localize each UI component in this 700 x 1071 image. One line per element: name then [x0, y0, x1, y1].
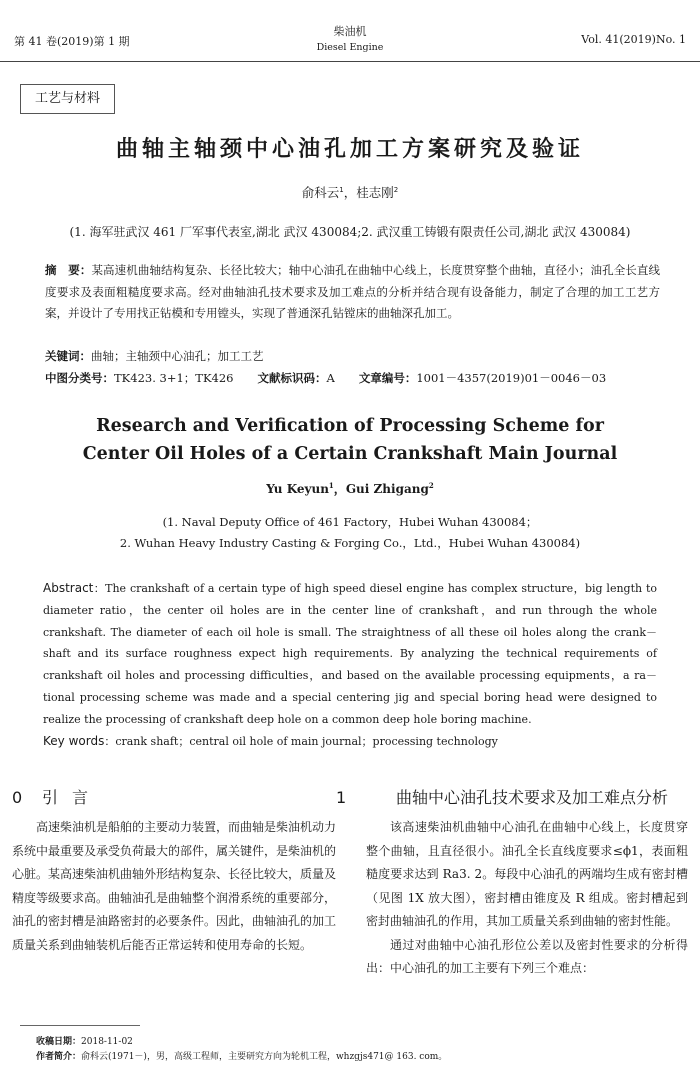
- section-0-number: 0: [12, 788, 23, 807]
- author-bio-text: 俞科云(1971－)，男，高级工程师，主要研究方向为轮机工程，whzgjs471@ 163. com。: [81, 1052, 448, 1062]
- body-column-right: [336, 786, 688, 981]
- keywords-cn: [45, 348, 264, 364]
- abstract-en-label: Abstract: [43, 581, 94, 595]
- received-label: 收稿日期：: [36, 1037, 82, 1047]
- header-divider: [0, 61, 700, 62]
- journal-volume-cn: 第 41 卷(2019)第 1 期: [14, 35, 130, 48]
- footnote-received: [36, 1034, 133, 1047]
- section-1-heading: [336, 786, 688, 810]
- affiliation-cn: (1. 海军驻武汉 461 厂军事代表室,湖北 武汉 430084;2. 武汉重工铸锻有限责任公司,湖北 武汉 430084): [69, 225, 631, 239]
- doc-code-label: 文献标识码：: [257, 371, 327, 385]
- section-0-title: 引言: [42, 788, 103, 807]
- keywords-en-label: Key words: [43, 734, 105, 748]
- author-1-mark-en: 1: [328, 481, 334, 490]
- doc-code-value: A: [326, 371, 335, 385]
- article-number-value: 1001－4357(2019)01－0046－03: [416, 371, 607, 385]
- abstract-en: [43, 578, 657, 731]
- section-1-title: 曲轴中心油孔技术要求及加工难点分析: [396, 788, 669, 807]
- abstract-en-text: The crankshaft of a certain type of high speed diesel engine has complex structure，big length to diameter ratio，the center oil holes are in the center line of crankshaft，and run through the whole crankshaft. The diameter of each oil hole is small. The straightness of all these oil holes along the crank－shaft and its surface roughness expect high requirements. By analyzing the technical requirements of crankshaft oil holes and processing difficulties，and based on the available processing equipments，a ra－tional processing scheme was made and a special centering jig and special boring head were designed to realize the processing of crankshaft deep hole on a common deep hole boring machine.: [43, 582, 657, 726]
- journal-name-cn: 柴油机: [333, 25, 367, 38]
- author-separator-en: ，: [333, 482, 346, 496]
- journal-name-en: Diesel Engine: [316, 42, 384, 53]
- author-2-en: Gui Zhigang: [345, 482, 429, 496]
- author-2-mark-cn: 2: [393, 185, 399, 194]
- section-1-paragraph-2: 通过对曲轴中心油孔形位公差以及密封性要求的分析得出：中心油孔的加工主要有下列三个难点：: [366, 937, 688, 975]
- author-bio-label: 作者简介：: [36, 1052, 82, 1062]
- section-0-paragraph: 高速柴油机是船舶的主要动力装置，而曲轴是柴油机动力系统中最重要及承受负荷最大的部件，属关键件，是柴油机的心脏。某高速柴油机曲轴外形结构复杂、长径比较大，质量及精度等级要求高。曲轴油孔是曲轴整个润滑系统的重要部分，油孔的密封槽是油路密封的必要条件。因此，曲轴油孔的加工质量关系到曲轴装机后能否正常运转和使用寿命的长短。: [12, 820, 337, 952]
- paper-title-en-line2: Center Oil Holes of a Certain Crankshaft Main Journal: [82, 444, 618, 464]
- keywords-en-colon: ：: [104, 735, 116, 748]
- footnote-author-bio: [36, 1049, 447, 1062]
- section-0-heading: [12, 786, 336, 810]
- author-2-mark-en: 2: [428, 481, 434, 490]
- body-column-left: [12, 786, 336, 957]
- abstract-en-colon: ：: [93, 582, 106, 595]
- keywords-cn-label: 关键词：: [45, 349, 91, 363]
- section-1-paragraph-1: 该高速柴油机曲轴中心油孔在曲轴中心线上，长度贯穿整个曲轴，且直径很小。油孔全长直线度要求≤ϕ1，表面粗糙度要求达到 Ra3. 2。每段中心油孔的两端均生成有密封槽（见图 1X 放大图），密封槽由锥度及 R 组成。密封槽起到密封曲轴油孔的作用，其加工质量关系到曲轴的密封性能。: [366, 820, 688, 928]
- affiliation-en: [0, 512, 700, 554]
- authors-cn: [0, 183, 700, 201]
- abstract-cn: [45, 260, 660, 325]
- keywords-cn-text: 曲轴；主轴颈中心油孔；加工工艺: [91, 349, 264, 363]
- journal-volume-en: Vol. 41(2019)No. 1: [581, 33, 686, 46]
- paper-title-cn: 曲轴主轴颈中心油孔加工方案研究及验证: [115, 137, 584, 162]
- clc-value: TK423. 3+1；TK426: [114, 371, 234, 385]
- page-header: [0, 0, 700, 62]
- section-1-number: 1: [336, 788, 347, 807]
- author-1-en: Yu Keyun: [266, 482, 329, 496]
- paper-title-en: [0, 412, 700, 468]
- paper-title-en-line1: Research and Verification of Processing Scheme for: [96, 416, 604, 436]
- keywords-en-text: crank shaft；central oil hole of main journal；processing technology: [115, 735, 498, 748]
- author-1-mark-cn: 1: [339, 185, 344, 194]
- keywords-en: [43, 733, 498, 749]
- author-1-cn: 俞科云: [301, 185, 340, 200]
- article-number-label: 文章编号：: [358, 371, 417, 385]
- authors-en: [0, 480, 700, 497]
- clc-label: 中图分类号：: [45, 371, 114, 385]
- author-2-cn: 桂志刚: [356, 185, 394, 200]
- abstract-cn-text: 某高速机曲轴结构复杂、长径比较大；轴中心油孔在曲轴中心线上，长度贯穿整个曲轴，直径小；油孔全长直线度要求及表面粗糙度要求高。经对曲轴油孔技术要求及加工难点的分析并结合现有设备能力，制定了合理的加工工艺方案，并设计了专用找正钻模和专用镗头，实现了普通深孔钻镗床的曲轴深孔加工。: [45, 263, 661, 320]
- received-date: 2018-11-02: [81, 1037, 133, 1047]
- author-separator-cn: ，: [343, 185, 357, 200]
- section-category-tag: 工艺与材料: [20, 84, 115, 114]
- footnote-divider: [20, 1025, 140, 1026]
- abstract-cn-label: 摘 要：: [45, 263, 92, 277]
- classification-line: [45, 370, 660, 386]
- affiliation-en-line1: (1. Naval Deputy Office of 461 Factory，Hubei Wuhan 430084；: [162, 515, 538, 529]
- affiliation-en-line2: 2. Wuhan Heavy Industry Casting & Forging Co.，Ltd.，Hubei Wuhan 430084): [119, 536, 581, 550]
